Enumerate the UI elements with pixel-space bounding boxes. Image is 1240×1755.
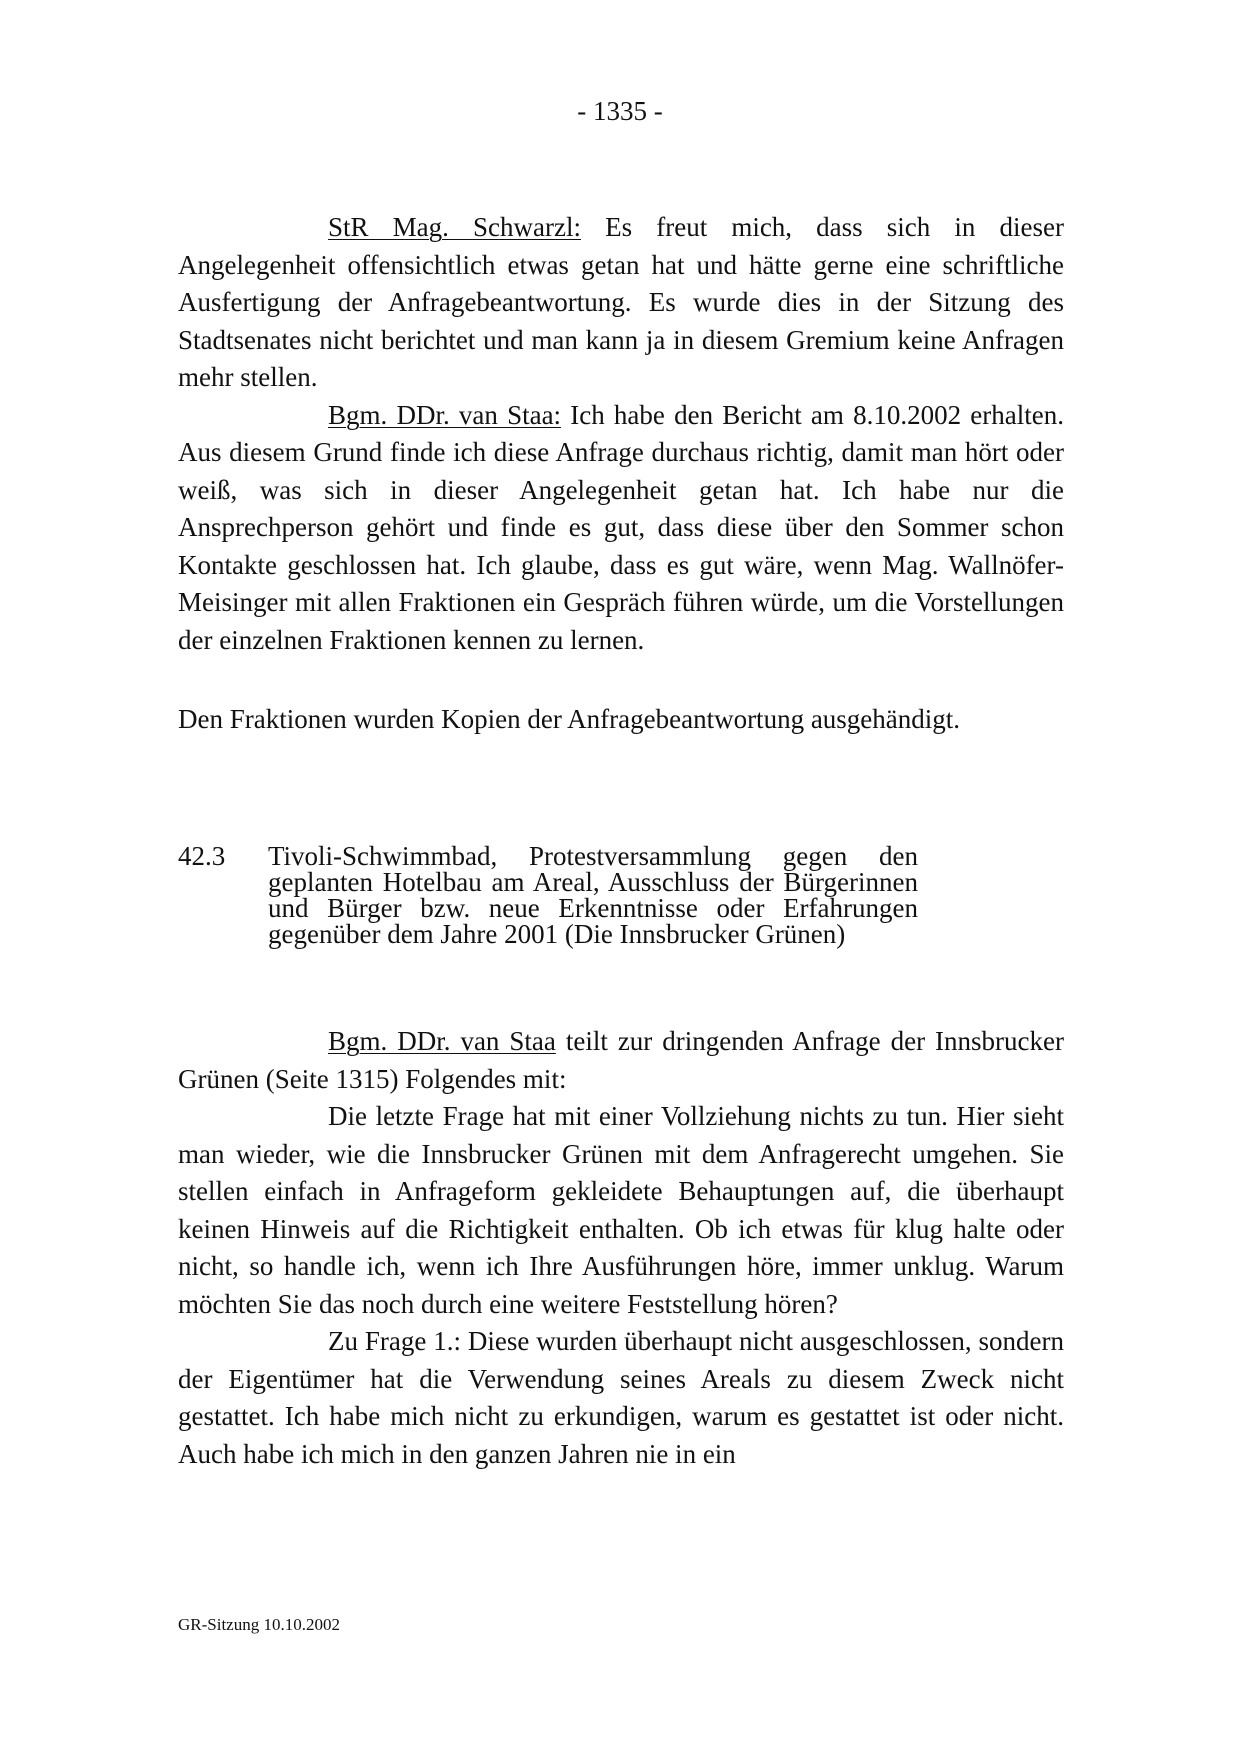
note-paragraph [178, 701, 1064, 739]
agenda-item-title: Tivoli-Schwimmbad, Protestversammlung gegen den geplanten Hotelbau am Areal, Ausschluss der Bürgerinnen und Bürger bzw. neue Erkenntnisse oder Erfahrungen gegenüber dem Jahre 2001 (Die Innsbrucker Grünen) [268, 841, 918, 949]
statement-block-1 [178, 209, 1064, 659]
statement-text: Es freut mich, dass sich in dieser Angelegenheit offensichtlich etwas getan hat und hätte gerne eine schriftliche Ausfertigung der Anfragebeantwortung. Es wurde dies in der Sitzung des Stadtsenates nicht berichtet und man kann ja in diesem Gremium keine Anfragen mehr stellen. [178, 212, 1065, 392]
statement-text: Ich habe den Bericht am 8.10.2002 erhalten. Aus diesem Grund finde ich diese Anfrage durchaus richtig, damit man hört oder weiß, was sich in dieser Angelegenheit getan hat. Ich habe nur die Ansprechperson gehört und finde es gut, dass diese über den Sommer schon Kontakte geschlossen hat. Ich glaube, dass es gut wäre, wenn Mag. Wallnöfer-Meisinger mit allen Fraktionen ein Gespräch führen würde, um die Vorstellungen der einzelnen Fraktionen kennen zu lernen. [178, 399, 1064, 655]
note-text: Den Fraktionen wurden Kopien der Anfragebeantwortung ausgehändigt. [178, 704, 961, 734]
speaker-name: Bgm. DDr. van Staa [328, 1026, 556, 1056]
statement-text: teilt zur dringenden Anfrage der Innsbrucker Grünen (Seite 1315) Folgendes mit: [178, 1026, 1065, 1094]
answer-paragraph: Die letzte Frage hat mit einer Vollziehung nichts zu tun. Hier sieht man wieder, wie die Innsbrucker Grünen mit dem Anfragerecht umgehen. Sie stellen einfach in Anfrageform gekleidete Behauptungen auf, die überhaupt keinen Hinweis auf die Richtigkeit enthalten. Ob ich etwas für klug halte oder nicht, so handle ich, wenn ich Ihre Ausführungen höre, immer unklug. Warum möchten Sie das noch durch eine weitere Feststellung hören? [178, 1101, 1064, 1319]
speaker-name: StR Mag. Schwarzl: [328, 212, 581, 242]
agenda-item-number: 42.3 [178, 841, 226, 871]
statement-van-staa [178, 397, 1064, 660]
statement-van-staa-reply [178, 1023, 1064, 1098]
speaker-name: Bgm. DDr. van Staa: [328, 399, 562, 430]
footer-session-date: GR-Sitzung 10.10.2002 [178, 1615, 340, 1634]
page-number: - 1335 - [577, 96, 663, 126]
statement-block-2 [178, 1023, 1064, 1473]
statement-schwarzl [178, 209, 1064, 397]
answer-question-1: Zu Frage 1.: Diese wurden überhaupt nicht ausgeschlossen, sondern der Eigentümer hat die Verwendung seines Areals zu diesem Zweck nicht gestattet. Ich habe mich nicht zu erkundigen, warum es gestattet ist oder nicht. Auch habe ich mich in den ganzen Jahren nie in ein [178, 1326, 1064, 1469]
